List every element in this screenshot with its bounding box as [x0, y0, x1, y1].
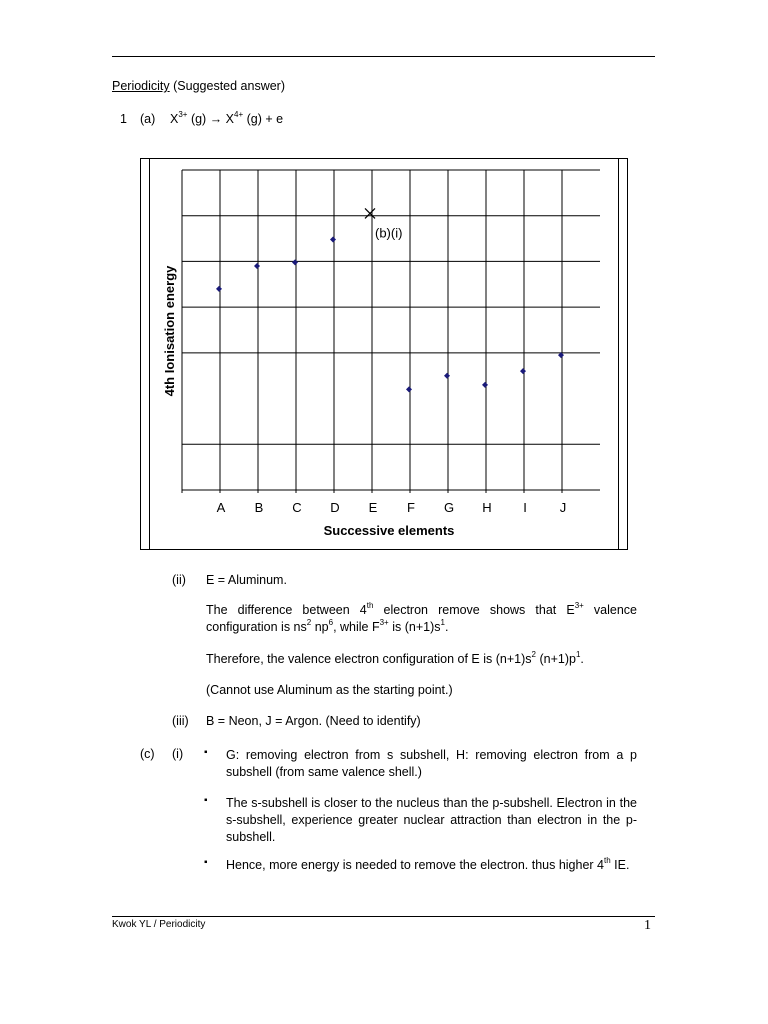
tick-label-a: A: [216, 500, 226, 515]
heading-title: Periodicity: [112, 79, 170, 93]
bullet-marker-2: ▪: [204, 795, 208, 806]
annotation-b-i: (b)(i): [375, 225, 403, 241]
tick-label-c: C: [292, 500, 302, 515]
heading-suffix: (Suggested answer): [169, 79, 286, 93]
footer-rule: [112, 916, 655, 917]
data-point-b: [254, 263, 260, 269]
part-iii-label: (iii): [172, 714, 189, 728]
data-point-c: [292, 259, 298, 265]
data-point-h: [482, 382, 488, 388]
part-c-label: (c): [140, 747, 155, 761]
tick-label-j: J: [559, 500, 567, 515]
bullet-point-2: The s-subshell is closer to the nucleus than the p-subshell. Electron in the s-subshell, experience greater nuclear attraction than electron in the p-subshell.: [226, 796, 637, 844]
q1-equation: $X^{3+}$ $(g) \to X^{4+}$ (g) + e: [170, 109, 284, 126]
part-ii-label: (ii): [172, 573, 186, 587]
tick-label-e: E: [368, 500, 378, 515]
tick-label-b: B: [254, 500, 264, 515]
y-axis-label: 4th Ionisation energy: [162, 265, 177, 397]
tick-label-g: G: [443, 500, 455, 515]
page-number: 1: [644, 918, 651, 933]
tick-label-i: I: [523, 500, 527, 515]
part-iii-answer: B = Neon, J = Argon. (Need to identify): [206, 714, 421, 728]
data-point-i: [520, 368, 526, 374]
data-point-d: [330, 236, 336, 242]
part-c-i-label: (i): [172, 747, 184, 761]
q1-number: 1: [120, 112, 127, 126]
part-ii-note: (Cannot use Aluminum as the starting point.): [206, 683, 453, 697]
tick-label-f: F: [407, 500, 415, 515]
data-point-a: [216, 286, 222, 292]
data-point-f: [406, 386, 412, 392]
tick-label-h: H: [482, 500, 492, 515]
footer-text: Kwok YL / Periodicity: [112, 919, 206, 930]
bullet-point-3: Hence, more energy is needed to remove the electron. thus higher 4th IE.: [226, 855, 630, 872]
part-ii-explanation: The difference between 4th electron remove shows that $E^{3+}$ valence configuration is $ns^2$ $np^6$, while $F^{3+}$ is $(n+1)s^1$.: [206, 600, 637, 634]
bullet-point-1: G: removing electron from s subshell, H: removing electron from a p subshell (from same valence shell.): [226, 748, 637, 779]
part-ii-configuration: Therefore, the valence electron configuration of E is $(n+1)s^2$ $(n+1)p^1$.: [206, 649, 584, 666]
tick-label-d: D: [330, 500, 340, 515]
x-axis-label: Successive elements: [323, 523, 455, 538]
q1-part-a: (a): [140, 112, 156, 126]
data-point-g: [444, 373, 450, 379]
bullet-marker-1: ▪: [204, 747, 208, 758]
bullet-marker-3: ▪: [204, 857, 208, 868]
part-ii-answer: E = Aluminum.: [206, 573, 287, 587]
